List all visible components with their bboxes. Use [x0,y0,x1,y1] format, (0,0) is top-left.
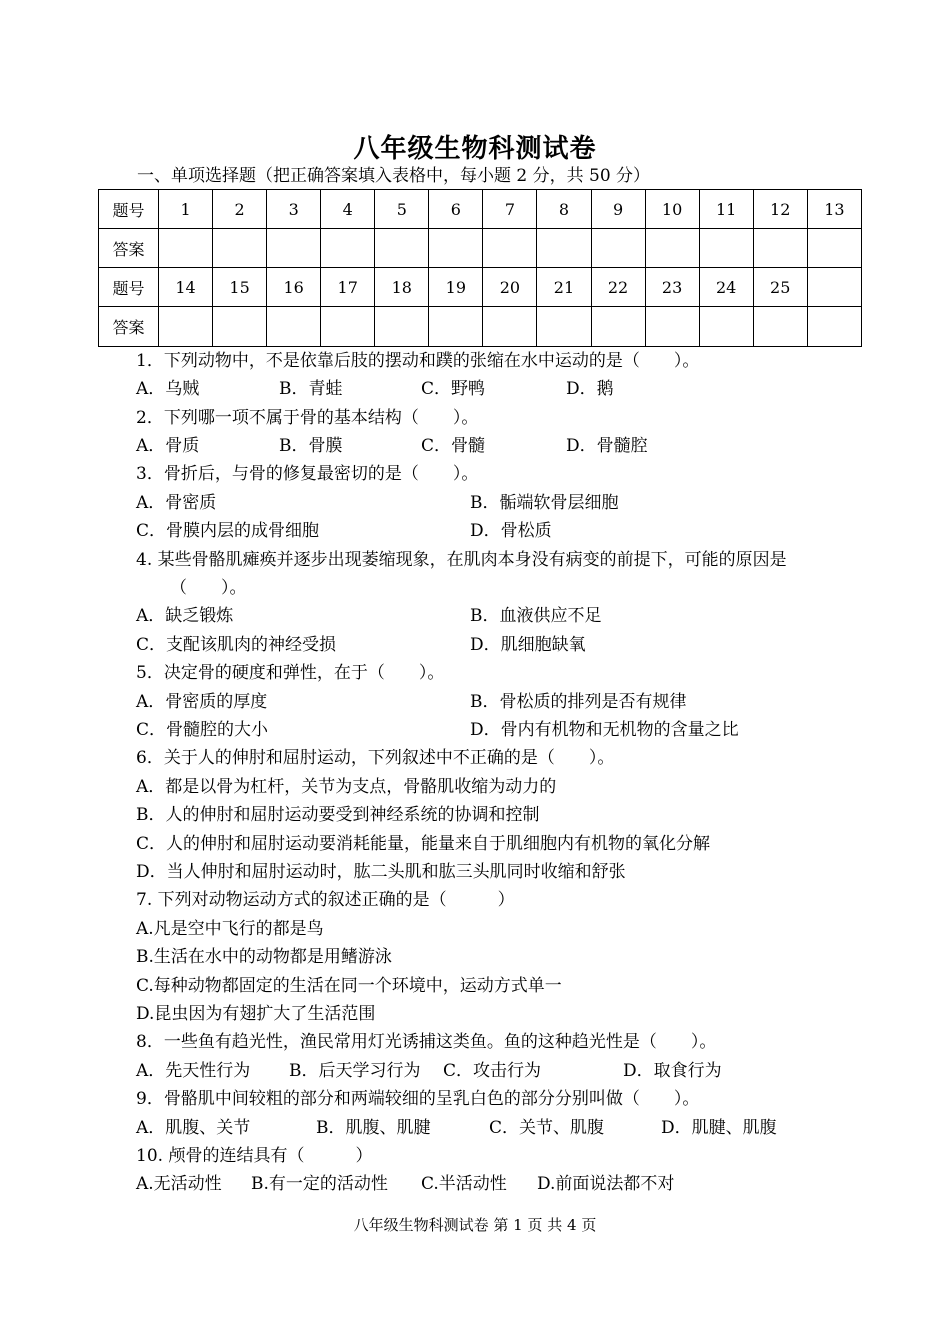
page-title: 八年级生物科测试卷 [353,134,597,164]
answer-cell[interactable] [537,229,591,268]
question-number-cell: 16 [267,268,321,307]
answer-cell[interactable] [213,229,267,268]
option: C．野鸭 [421,379,486,399]
option: B．青蛙 [279,379,343,399]
answer-cell[interactable] [591,307,645,347]
question-number-cell: 11 [699,190,753,229]
question-number-cell: 4 [321,190,375,229]
option: D．当人伸肘和屈肘运动时，肱二头肌和肱三头肌同时收缩和舒张 [136,862,626,882]
question-number-cell: 13 [807,190,861,229]
question-number-cell: 25 [753,268,807,307]
option: B．后天学习行为 [289,1061,421,1081]
option: B.生活在水中的动物都是用鳍游泳 [136,947,392,967]
option: C．骨髓 [421,436,486,456]
option: A．肌腹、关节 [136,1118,251,1138]
answer-cell[interactable] [375,307,429,347]
answer-cell[interactable] [645,229,699,268]
table-header-cell: 答案 [99,229,159,268]
question-stem: 8．一些鱼有趋光性，渔民常用灯光诱捕这类鱼。鱼的这种趋光性是（ ）。 [136,1032,717,1052]
option: A．都是以骨为杠杆，关节为支点，骨骼肌收缩为动力的 [136,777,557,797]
question-number-cell: 18 [375,268,429,307]
table-header-cell: 题号 [99,268,159,307]
answer-cell[interactable] [699,229,753,268]
answer-cell[interactable] [159,229,213,268]
option: C．支配该肌肉的神经受损 [136,635,337,655]
option: D．肌腱、肌腹 [661,1118,777,1138]
option: A.无活动性 [136,1174,222,1194]
question-stem: 3．骨折后，与骨的修复最密切的是（ ）。 [136,464,479,484]
question-number-cell: 19 [429,268,483,307]
answer-cell[interactable] [591,229,645,268]
question-stem: 10. 颅骨的连结具有（ ） [136,1146,373,1166]
answer-cell[interactable] [213,307,267,347]
option: A．缺乏锻炼 [136,606,234,626]
option: B．骨膜 [279,436,343,456]
question-number-cell: 3 [267,190,321,229]
question-number-cell: 7 [483,190,537,229]
table-header-cell: 答案 [99,307,159,347]
question-stem: 5．决定骨的硬度和弹性，在于（ ）。 [136,663,445,683]
table-row [99,268,862,307]
option: C．骨膜内层的成骨细胞 [136,521,320,541]
question-number-cell: 21 [537,268,591,307]
question-number-cell: 2 [213,190,267,229]
option: C．人的伸肘和屈肘运动要消耗能量，能量来自于肌细胞内有机物的氧化分解 [136,834,711,854]
option: A．骨质 [136,436,200,456]
question-stem: 2．下列哪一项不属于骨的基本结构（ ）。 [136,408,479,428]
question-number-cell: 9 [591,190,645,229]
question-number-cell: 6 [429,190,483,229]
question-number-cell: 8 [537,190,591,229]
question-stem: 1．下列动物中，不是依靠后肢的摆动和蹼的张缩在水中运动的是（ ）。 [136,351,700,371]
option: C．骨髓腔的大小 [136,720,269,740]
question-stem: 7. 下列对动物运动方式的叙述正确的是（ ） [136,890,515,910]
question-number-cell: 23 [645,268,699,307]
table-row [99,307,862,347]
option: A.凡是空中飞行的都是鸟 [136,919,324,939]
option: B．人的伸肘和屈肘运动要受到神经系统的协调和控制 [136,805,540,825]
answer-cell[interactable] [699,307,753,347]
option: D．骨松质 [470,521,552,541]
answer-cell[interactable] [537,307,591,347]
table-header-cell: 题号 [99,190,159,229]
option: D．鹅 [566,379,614,399]
option: B．肌腹、肌腱 [316,1118,431,1138]
option: D．肌细胞缺氧 [470,635,586,655]
option: D.前面说法都不对 [537,1174,675,1194]
answer-cell[interactable] [321,307,375,347]
answer-cell[interactable] [483,229,537,268]
option: D．骨髓腔 [566,436,648,456]
table-row [99,190,862,229]
question-number-cell: 10 [645,190,699,229]
answer-cell[interactable] [645,307,699,347]
option: A．先天性行为 [136,1061,251,1081]
option: A．骨密质的厚度 [136,692,268,712]
question-number-cell: 20 [483,268,537,307]
answer-cell[interactable] [429,307,483,347]
question-number-cell: 14 [159,268,213,307]
answer-table [98,189,862,347]
question-stem: 4. 某些骨骼肌瘫痪并逐步出现萎缩现象，在肌肉本身没有病变的前提下，可能的原因是 [136,550,787,570]
question-stem: 6．关于人的伸肘和屈肘运动，下列叙述中不正确的是（ ）。 [136,748,615,768]
answer-cell[interactable] [267,307,321,347]
answer-cell[interactable] [267,229,321,268]
option: B．骺端软骨层细胞 [470,493,619,513]
answer-cell[interactable] [807,307,861,347]
answer-cell[interactable] [807,229,861,268]
table-row [99,229,862,268]
answer-cell[interactable] [753,229,807,268]
question-stem-continued: （ ）。 [170,578,247,598]
question-number-cell: 1 [159,190,213,229]
answer-cell[interactable] [483,307,537,347]
option: B．骨松质的排列是否有规律 [470,692,687,712]
question-number-cell: 22 [591,268,645,307]
option: C．关节、肌腹 [489,1118,605,1138]
option: B.有一定的活动性 [251,1174,388,1194]
answer-cell[interactable] [321,229,375,268]
option: D．骨内有机物和无机物的含量之比 [470,720,739,740]
question-number-cell: 24 [699,268,753,307]
option: B．血液供应不足 [470,606,602,626]
option: C.每种动物都固定的生活在同一个环境中，运动方式单一 [136,976,562,996]
option: C.半活动性 [421,1174,507,1194]
option: A．乌贼 [136,379,200,399]
answer-cell[interactable] [429,229,483,268]
question-number-cell [807,268,861,307]
option: C．攻击行为 [443,1061,542,1081]
question-stem: 9．骨骼肌中间较粗的部分和两端较细的呈乳白色的部分分别叫做（ ）。 [136,1089,700,1109]
question-number-cell: 15 [213,268,267,307]
section-heading: 一、单项选择题（把正确答案填入表格中，每小题 2 分，共 50 分） [137,166,651,186]
page-footer: 八年级生物科测试卷 第 1 页 共 4 页 [353,1216,597,1234]
question-number-cell: 12 [753,190,807,229]
question-number-cell: 17 [321,268,375,307]
option: D．取食行为 [623,1061,722,1081]
answer-cell[interactable] [375,229,429,268]
question-number-cell: 5 [375,190,429,229]
answer-cell[interactable] [159,307,213,347]
answer-cell[interactable] [753,307,807,347]
option: D.昆虫因为有翅扩大了生活范围 [136,1004,376,1024]
option: A．骨密质 [136,493,217,513]
